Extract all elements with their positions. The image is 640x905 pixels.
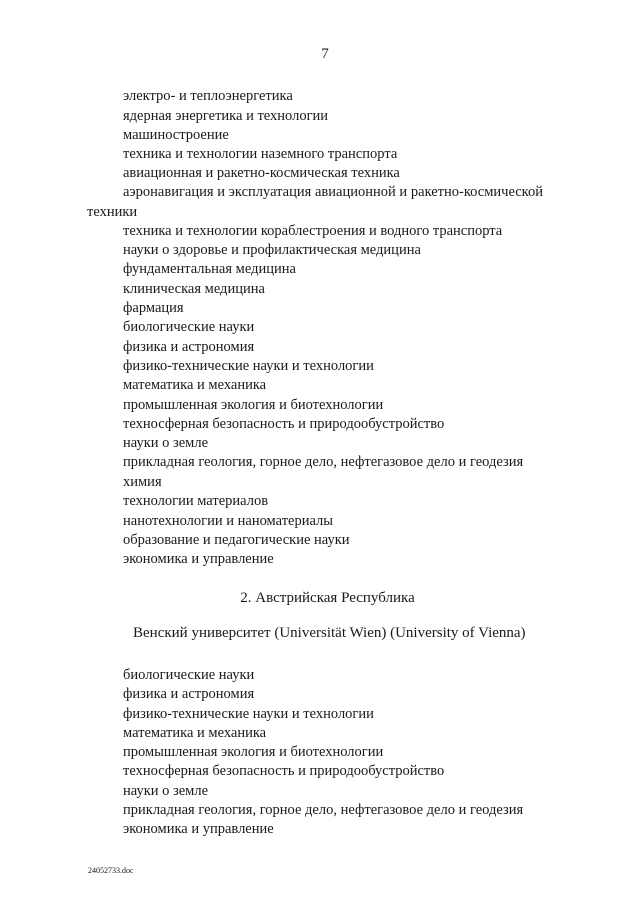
list-item: прикладная геология, горное дело, нефтегазовое дело и геодезия: [123, 802, 524, 818]
list-item: математика и механика: [123, 377, 267, 393]
list-item: фармация: [123, 300, 184, 316]
list-item: химия: [123, 474, 162, 490]
list-item: экономика и управление: [123, 551, 274, 567]
list-item: аэронавигация и эксплуатация авиационной и ракетно-космической: [123, 184, 543, 200]
list-item: электро- и теплоэнергетика: [123, 88, 293, 104]
list-item: науки о земле: [123, 783, 209, 799]
list-item: физика и астрономия: [123, 339, 255, 355]
list-item: биологические науки: [123, 319, 255, 335]
list-item: нанотехнологии и наноматериалы: [123, 513, 334, 529]
list-item: машиностроение: [123, 127, 229, 143]
list-item: техника и технологии кораблестроения и водного транспорта: [123, 223, 503, 239]
list-item: образование и педагогические науки: [123, 532, 350, 548]
list-item: науки о земле: [123, 435, 209, 451]
list-item: прикладная геология, горное дело, нефтегазовое дело и геодезия: [123, 454, 524, 470]
list-item: техносферная безопасность и природообустройство: [123, 416, 445, 432]
list-item: клиническая медицина: [123, 281, 265, 297]
list-item: физика и астрономия: [123, 686, 255, 702]
page-number: 7: [321, 46, 329, 62]
list-item: промышленная экология и биотехнологии: [123, 397, 384, 413]
list-item: промышленная экология и биотехнологии: [123, 744, 384, 760]
list-item: математика и механика: [123, 725, 267, 741]
list-item: физико-технические науки и технологии: [123, 358, 374, 374]
list-item-continuation: техники: [87, 204, 138, 220]
list-item: экономика и управление: [123, 821, 274, 837]
list-item: биологические науки: [123, 667, 255, 683]
document-footer: 24052733.doc: [88, 866, 134, 875]
list-item: авиационная и ракетно-космическая техника: [123, 165, 400, 181]
list-item: технологии материалов: [123, 493, 269, 509]
list-item: науки о здоровье и профилактическая медицина: [123, 242, 421, 258]
list-item: ядерная энергетика и технологии: [123, 108, 329, 124]
list-item: техника и технологии наземного транспорта: [123, 146, 398, 162]
list-item: фундаментальная медицина: [123, 261, 296, 277]
list-item: физико-технические науки и технологии: [123, 706, 374, 722]
section-heading: 2. Австрийская Республика: [240, 590, 415, 606]
university-name: Венский университет (Universität Wien) (University of Vienna): [133, 625, 526, 641]
list-item: техносферная безопасность и природообустройство: [123, 763, 445, 779]
